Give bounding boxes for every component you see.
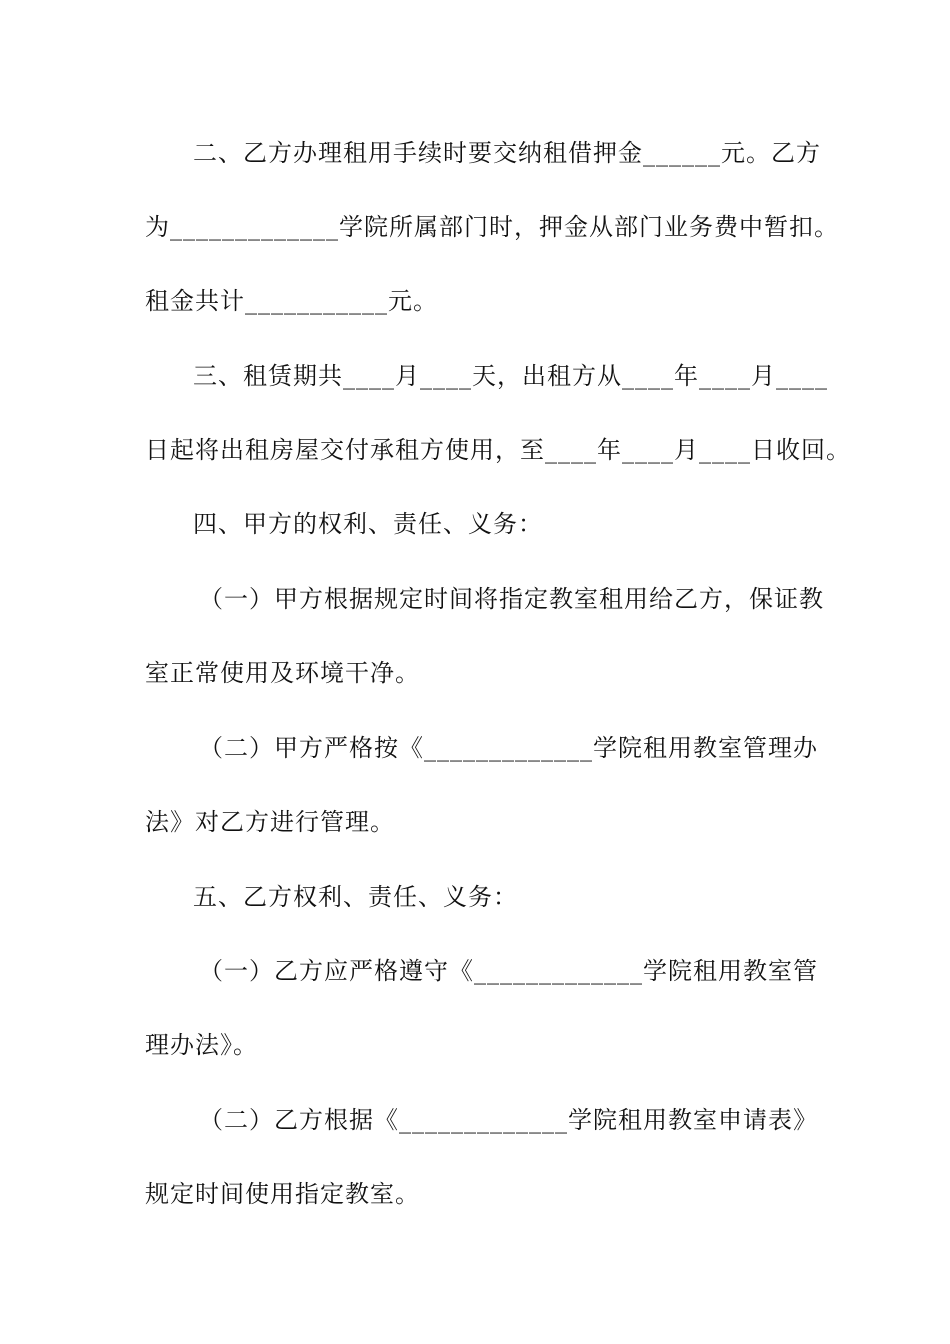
clause-5-heading: 五、乙方权利、责任、义务： bbox=[193, 883, 518, 911]
clause-5-item-2-line-2: 规定时间使用指定教室。 bbox=[145, 1180, 420, 1208]
clause-2-line-3: 租金共计___________元。 bbox=[145, 287, 438, 315]
clause-2-line-2: 为_____________学院所属部门时，押金从部门业务费中暂扣。 bbox=[145, 213, 839, 241]
clause-3-line-1: 三、租赁期共____月____天，出租方从____年____月____ bbox=[193, 362, 828, 390]
clause-4-item-1-line-1: （一）甲方根据规定时间将指定教室租用给乙方，保证教 bbox=[199, 585, 824, 613]
clause-4-item-2-line-1: （二）甲方严格按《_____________学院租用教室管理办 bbox=[199, 734, 818, 762]
clause-5-item-1-line-2: 理办法》。 bbox=[145, 1031, 258, 1059]
clause-4-item-2-line-2: 法》对乙方进行管理。 bbox=[145, 808, 395, 836]
clause-3-line-2: 日起将出租房屋交付承租方使用，至____年____月____日收回。 bbox=[145, 436, 851, 464]
clause-5-item-2-line-1: （二）乙方根据《_____________学院租用教室申请表》 bbox=[199, 1106, 818, 1134]
clause-2-line-1: 二、乙方办理租用手续时要交纳租借押金______元。乙方 bbox=[193, 139, 821, 167]
clause-4-heading: 四、甲方的权利、责任、义务： bbox=[193, 510, 543, 538]
clause-5-item-1-line-1: （一）乙方应严格遵守《_____________学院租用教室管 bbox=[199, 957, 818, 985]
clause-4-item-1-line-2: 室正常使用及环境干净。 bbox=[145, 659, 420, 687]
